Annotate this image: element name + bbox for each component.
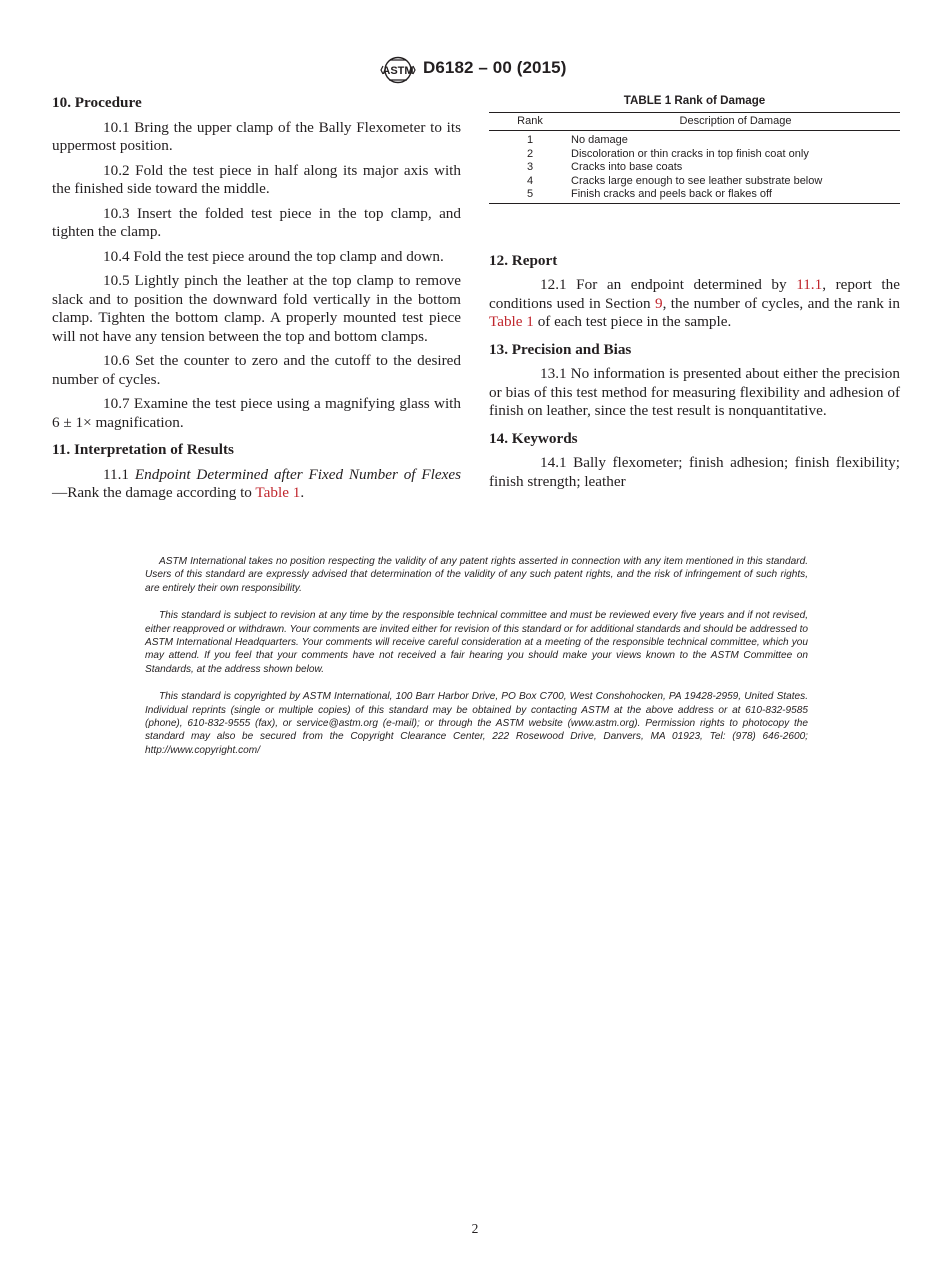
description-cell: Finish cracks and peels back or flakes off <box>571 188 772 201</box>
description-cell: Cracks into base coats <box>571 161 683 174</box>
para-12-1-text-b: , report the conditions used in Section <box>489 276 900 312</box>
para-12-1-text-c: , the number of cycles, and the rank in <box>662 294 900 312</box>
rank-cell: 1 <box>526 134 534 146</box>
para-10-1: 10.1 Bring the upper clamp of the Bally Flexometer to its uppermost position. <box>52 118 461 154</box>
astm-logo <box>380 56 416 84</box>
table-row <box>489 134 900 148</box>
para-14-1: 14.1 Bally flexometer; finish adhesion; finish flexibility; finish strength; leather <box>489 454 900 490</box>
description-cell: Cracks large enough to see leather substrate below <box>571 174 823 187</box>
section-12-heading: 12. Report <box>489 251 558 269</box>
para-12-1-text-a: 12.1 For an endpoint determined by <box>540 276 797 294</box>
table-row <box>489 148 900 162</box>
right-column <box>489 94 900 491</box>
para-12-1 <box>489 276 900 332</box>
rank-cell: 3 <box>526 161 534 174</box>
para-11-1-italic: Endpoint Determined after Fixed Number of Flexes <box>134 465 461 483</box>
description-cell: Discoloration or thin cracks in top finish coat only <box>571 147 809 160</box>
para-10-2: 10.2 Fold the test piece in half along its major axis with the finished side toward the middle. <box>52 161 461 197</box>
left-column <box>52 94 461 503</box>
table-body <box>489 131 900 204</box>
para-13-1: 13.1 No information is presented about either the precision or bias of this test method for measuring flexibility and adhesion of finish on leather, since the test result is nonquantitative. <box>489 365 900 420</box>
standard-designation: D6182 – 00 (2015) <box>423 58 567 77</box>
notice-patent-rights: ASTM International takes no position respecting the validity of any patent rights asserted in connection with any item mentioned in this standard. Users of this standard are expressly advised that determination of the validity of any such patent rights, and the risk of infringement of such rights, are entirely their own responsibility. <box>145 556 808 594</box>
table-1-link[interactable]: Table 1 <box>489 313 534 331</box>
table-row <box>489 161 900 175</box>
column-header-rank: Rank <box>517 115 543 127</box>
para-12-1-text-d: of each test piece in the sample. <box>533 313 732 331</box>
section-11-heading: 11. Interpretation of Results <box>52 441 234 458</box>
table-row <box>489 188 900 202</box>
section-14-heading: 14. Keywords <box>489 429 578 447</box>
para-11-1 <box>52 466 461 503</box>
para-11-1-end: . <box>300 484 305 501</box>
section-9-link[interactable]: 9 <box>654 294 663 312</box>
section-13-heading: 13. Precision and Bias <box>489 340 632 358</box>
rank-cell: 2 <box>526 147 534 160</box>
table-caption: TABLE 1 Rank of Damage <box>623 94 766 107</box>
section-10-heading: 10. Procedure <box>52 94 142 111</box>
section-11-1-link[interactable]: 11.1 <box>796 276 823 294</box>
notice-revision: This standard is subject to revision at any time by the responsible technical committee and must be reviewed every five years and if not revised, either reapproved or withdrawn. Your comments are invited either for revision of this standard or for additional standards and should be addressed to ASTM International Headquarters. Your comments will receive careful consideration at a meeting of the responsible technical committee, which you may attend. If you feel that your comments have not received a fair hearing you should make your views known to the ASTM Committee on Standards, at the address shown below. <box>145 610 809 675</box>
para-11-1-number: 11.1 <box>103 465 135 483</box>
page-header <box>0 56 950 84</box>
table-header-row <box>489 113 900 131</box>
para-11-1-text: —Rank the damage according to <box>52 484 256 501</box>
table-rank-of-damage <box>489 94 900 204</box>
para-10-3: 10.3 Insert the folded test piece in the top clamp, and tighten the clamp. <box>52 204 461 240</box>
column-header-description: Description of Damage <box>679 115 792 127</box>
table-row <box>489 175 900 189</box>
para-10-7: 10.7 Examine the test piece using a magnifying glass with 6 ± 1× magnification. <box>52 395 461 431</box>
para-10-6: 10.6 Set the counter to zero and the cutoff to the desired number of cycles. <box>52 352 461 388</box>
para-10-4: 10.4 Fold the test piece around the top clamp and down. <box>103 247 444 265</box>
page-number: 2 <box>471 1221 479 1236</box>
rank-cell: 4 <box>526 174 534 187</box>
description-cell: No damage <box>571 134 628 146</box>
astm-notice <box>145 555 808 771</box>
rank-cell: 5 <box>526 188 534 201</box>
svg-text:ASTM: ASTM <box>382 65 414 77</box>
notice-copyright: This standard is copyrighted by ASTM International, 100 Barr Harbor Drive, PO Box C700, West Conshohocken, PA 19428-2959, United States. Individual reprints (single or multiple copies) of this standard may be obtained by contacting ASTM at the above address or at 610-832-9585 (phone), 610-832-9555 (fax), or service@astm.org (e-mail); or through the ASTM website (www.astm.org). Permission rights to photocopy the standard may also be secured from the Copyright Clearance Center, 222 Rosewood Drive, Danvers, MA 01923, Tel: (978) 646-2600; http://www.copyright.com/ <box>145 691 808 756</box>
para-10-5: 10.5 Lightly pinch the leather at the top clamp to remove slack and to position the downward fold vertically in the bottom clamp. Tighten the bottom clamp. A properly mounted test piece will not have any tension between the top and bottom clamps. <box>52 272 461 345</box>
table-1-link[interactable]: Table 1 <box>255 484 301 501</box>
